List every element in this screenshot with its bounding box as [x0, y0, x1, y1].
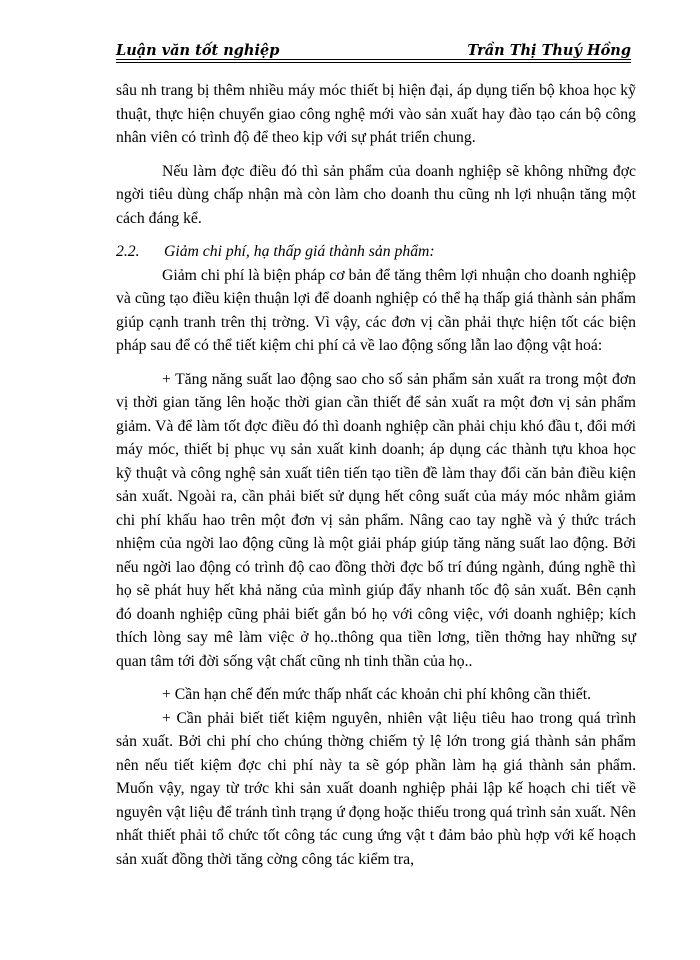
paragraph-5: + Cần hạn chế đến mức thấp nhất các khoản chi phí không cần thiết.: [162, 686, 592, 703]
header-rule-thin: [116, 62, 631, 63]
section-number: 2.2.: [116, 243, 140, 260]
section-title: Giảm chi phí, hạ thấp giá thành sản phẩm:: [164, 243, 435, 260]
section-heading: [116, 240, 636, 264]
header-left-text: Luận văn tốt nghiệp: [116, 42, 280, 59]
paragraph-3: Giảm chi phí là biện pháp cơ bản để tăng thêm lợi nhuận cho doanh nghiệp và cũng tạo điều kiện thuận lợi để doanh nghiệp có thể hạ thấp giá thành sản phẩm giúp cạnh tranh trên thị trờng. Vì vậy, các đơn vị cần phải thực hiện tốt các biện pháp sau để có thể tiết kiệm chi phí cả về lao động sống lẫn lao động vật hoá:: [116, 266, 636, 354]
paragraph-2: Nếu làm đợc điều đó thì sản phẩm của doanh nghiệp sẽ không những đợc ngời tiêu dùng chấp nhận mà còn làm cho doanh thu cũng nh lợi nhuận tăng một cách đáng kể.: [116, 162, 636, 227]
header-rule: [116, 59, 631, 60]
paragraph-6: + Cần phải biết tiết kiệm nguyên, nhiên vật liệu tiêu hao trong quá trình sản xuất. Bởi chi phí cho chúng thờng chiếm tỷ lệ lớn trong giá thành sản phẩm nên nếu tiết kiệm đợc chi phí này ta sẽ góp phần làm hạ giá thành sản phẩm. Muốn vậy, ngay từ trớc khi sản xuất doanh nghiệp phải lập kế hoạch chi tiết về nguyên vật liệu để tránh tình trạng ứ đọng hoặc thiếu trong quá trình sản xuất. Nên nhất thiết phải tổ chức tốt công tác cung ứng vật t đảm bảo phù hợp với kế hoạch sản xuất đồng thời tăng cờng công tác kiểm tra,: [116, 709, 636, 868]
page-header: [116, 40, 631, 62]
paragraph-4: + Tăng năng suất lao động sao cho số sản phẩm sản xuất ra trong một đơn vị thời gian tăng lên hoặc thời gian cần thiết để sản xuất ra một đơn vị sản phẩm giảm. Và để làm tốt đợc điều đó thì doanh nghiệp cần phải chịu khó đầu t, đổi mới máy móc, thiết bị phục vụ sản xuất kinh doanh; áp dụng các thành tựu khoa học kỹ thuật và công nghệ sản xuất tiên tiến tạo tiền đề làm thay đổi căn bản điều kiện sản xuất. Ngoài ra, cần phải biết sử dụng hết công suất của máy móc nhằm giảm chi phí khấu hao trên một đơn vị sản phẩm. Nâng cao tay nghề và ý thức trách nhiệm của ngời lao động cũng là một giải pháp giúp tăng năng suất lao động. Bởi nếu ngời lao động có trình độ cao đồng thời đợc bố trí đúng ngành, đúng nghề thì họ sẽ phát huy hết khả năng của mình giúp đẩy nhanh tốc độ sản xuất. Bên cạnh đó doanh nghiệp cũng phải biết gắn bó họ với công việc, với doanh nghiệp; kích thích lòng say mê làm việc ở họ..thông qua tiền lơng, tiền thởng hay những sự quan tâm tới đời sống vật chất cũng nh tinh thần của họ..: [116, 370, 636, 670]
header-right-text: Trần Thị Thuý Hồng: [467, 42, 631, 59]
document-body: [116, 79, 636, 871]
paragraph-1: sâu nh trang bị thêm nhiều máy móc thiết bị hiện đại, áp dụng tiến bộ khoa học kỹ thuật, thực hiện chuyển giao công nghệ mới vào sản xuất hay đào tạo cán bộ công nhân viên có trình độ để theo kịp với sự phát triển chung.: [116, 82, 636, 146]
